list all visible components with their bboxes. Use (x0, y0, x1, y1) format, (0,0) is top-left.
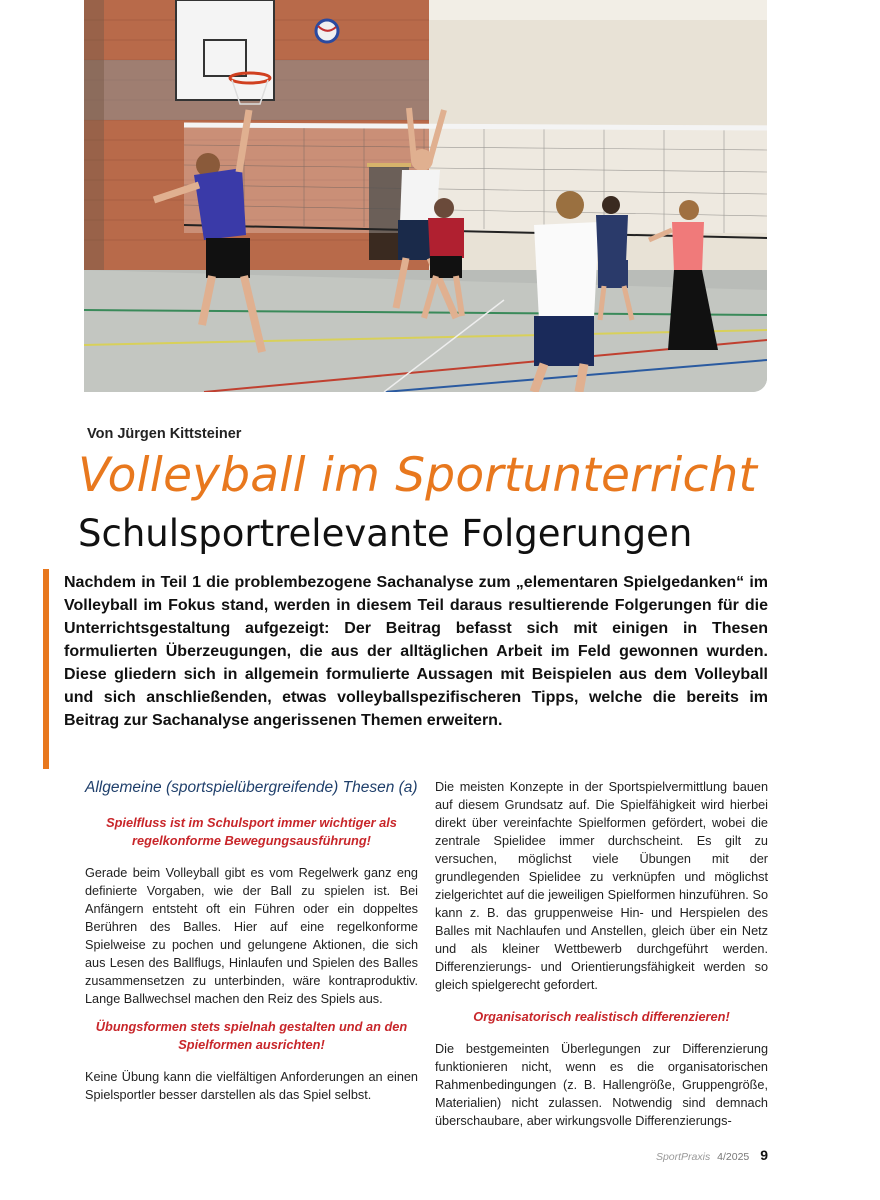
volleyball-gym-illustration (84, 0, 767, 392)
right-column (435, 778, 768, 1130)
body-paragraph-4: Die bestgemeinten Überlegungen zur Differenzierung funktionieren nicht, wenn es die organisatorischen Rahmenbedingungen (z. B. Hallengröße, Gruppengröße, Materialien) nicht zulassen. Notwendig sind demnach überschaubare, aber wirkungsvolle Differenzierungs- (435, 1042, 768, 1128)
lead-accent-bar (43, 569, 49, 769)
thesis-heading-2: Übungsformen stets spielnah gestalten und an den Spielformen ausrichten! (95, 1019, 408, 1052)
thesis-heading-3: Organisatorisch realistisch differenzieren! (473, 1009, 730, 1024)
thesis-heading-1: Spielfluss ist im Schulsport immer wichtiger als regelkonforme Bewegungsausführung! (106, 815, 397, 848)
author-byline: Von Jürgen Kittsteiner (87, 426, 242, 442)
section-heading: Allgemeine (sportspielübergreifende) Thesen (a) (85, 779, 418, 796)
page-number: 9 (760, 1147, 768, 1163)
lead-paragraph: Nachdem in Teil 1 die problembezogene Sachanalyse zum „elementaren Spielgedanken“ im Volleyball im Fokus stand, werden in diesem Teil daraus resultierende Folgerungen für die Unterrichtsgestaltung aufgezeigt: Der Beitrag befasst sich mit einigen in Thesen formulierten Überzeugungen, die aus der alltäglichen Arbeit im Feld gewonnen wurden. Diese gliedern sich in allgemein formulierte Aussagen mit Beispielen aus dem Volleyball und sich anschließenden, etwas volleyballspezifischeren Tipps, welche die bereits im Beitrag zur Sachanalyse angerissenen Themen erweitern. (64, 574, 768, 729)
body-paragraph-2: Keine Übung kann die vielfältigen Anforderungen an einen Spielsportler besser darstellen als das Spiel selbst. (85, 1070, 418, 1102)
issue-number: 4/2025 (717, 1151, 750, 1163)
body-paragraph-3: Die meisten Konzepte in der Sportspielvermittlung bauen auf diesem Grundsatz auf. Die Spielfähigkeit wird hierbei direkt über vereinfachte Spielformen gefördert, wobei die zentrale Spielidee immer durchscheint. Es gilt zu versuchen, möglichst viele Übungen mit der grundlegenden Spielidee zu verknüpfen und möglichst zielgerichtet auf die jeweiligen Spielformen hinzuführen. So kann z. B. das gruppenweise Hin- und Herspielen des Balles mit Nachlaufen und Anstellen, gleich über ein Netz und als kleiner Wettbewerb durchgeführt werden. Differenzierungs- und Orientierungsfähigkeit werden so gleich spielgerecht gefordert. (435, 780, 768, 992)
left-column (85, 778, 418, 1104)
page-footer (656, 1147, 768, 1163)
article-subtitle: Schulsportrelevante Folgerungen (78, 512, 693, 555)
article-title: Volleyball im Sportunterricht (78, 448, 758, 503)
article-photo (84, 0, 767, 392)
body-paragraph-1: Gerade beim Volleyball gibt es vom Regelwerk ganz eng definierte Vorgaben, wie der Ball zu spielen ist. Bei Anfängern entsteht oft ein Führen oder ein doppeltes Berühren des Balles. Hier auf eine regelkonforme Spielweise zu pochen und gelungene Aktionen, die sich aus Lesen des Ballflugs, Hinlaufen und Spielen des Balles zusammensetzen zu unterbinden, wäre kontraproduktiv. Lange Ballwechsel machen den Reiz des Spiels aus. (85, 866, 418, 1006)
magazine-name: SportPraxis (655, 1151, 711, 1163)
